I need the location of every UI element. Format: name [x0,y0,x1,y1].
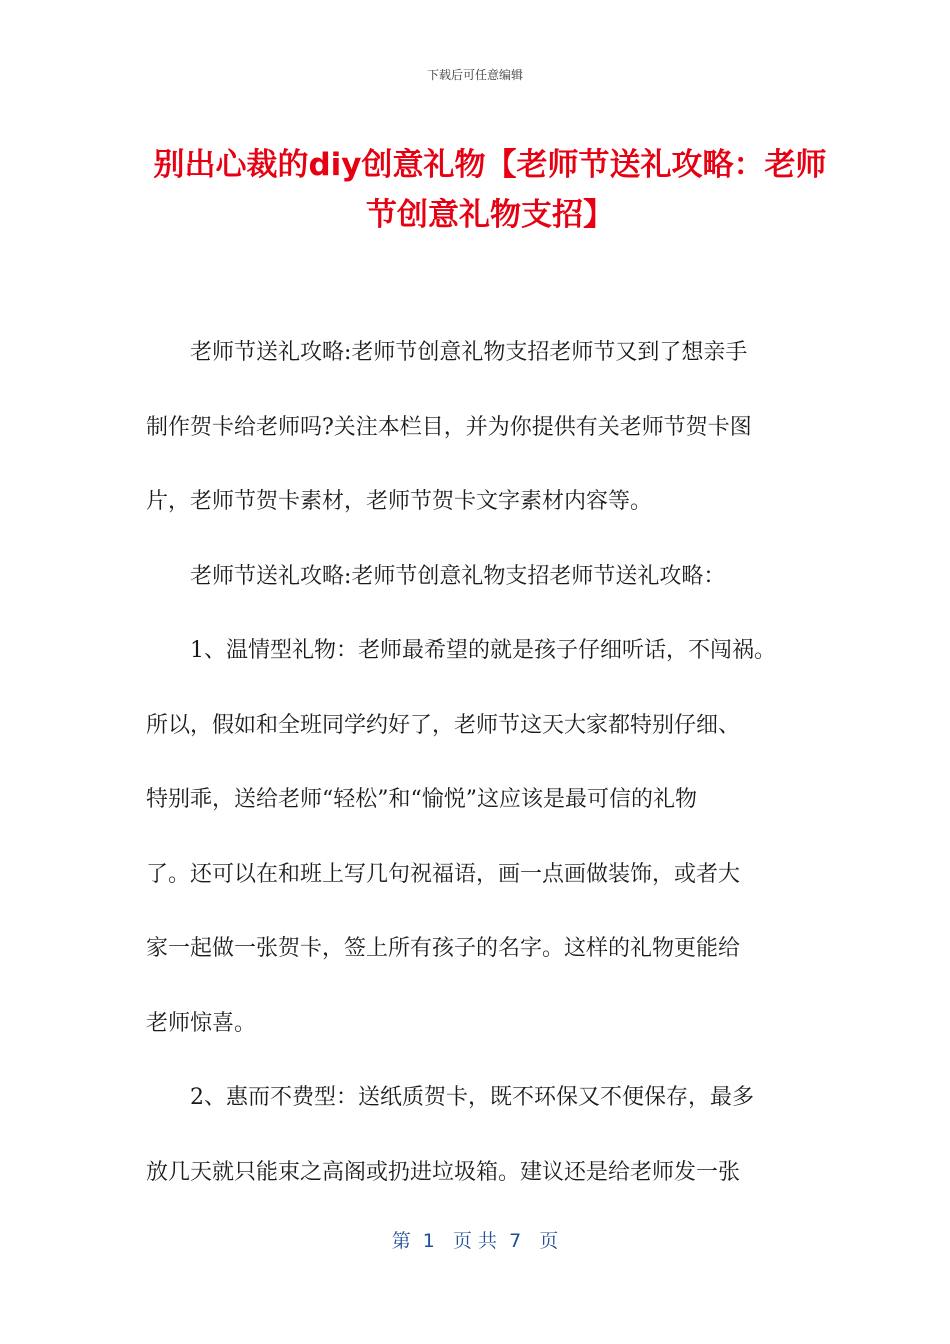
paragraph: 2、惠而不费型：送纸质贺卡，既不环保又不便保存，最多 放几天就只能束之高阁或扔进垃圾箱。建议还是给老师发一张 [146,1085,754,1185]
header-note: 下载后可任意编辑 [426,68,523,82]
paragraph: 老师节送礼攻略:老师节创意礼物支招老师节又到了想亲手 制作贺卡给老师吗?关注本栏目，并为你提供有关老师节贺卡图 片，老师节贺卡素材，老师节贺卡文字素材内容等。 [146,340,752,514]
document-title: 别出心裁的diy创意礼物【老师节送礼攻略：老师节创意礼物支招】 [153,147,827,233]
paragraph: 老师节送礼攻略:老师节创意礼物支招老师节送礼攻略： [190,563,726,589]
page-number-footer: 第 1 页 共 7 页 [391,1230,559,1252]
document-body [146,316,812,1210]
paragraph: 1、温情型礼物：老师最希望的就是孩子仔细听话，不闯祸。 所以，假如和全班同学约好了，老师节这天大家都特别仔细、 特别乖，送给老师“轻松”和“愉悦”这应该是最可信的礼物 了。还可以在和班上写几句祝福语，画一点画做装饰，或者大 家一起做一张贺卡，签上所有孩子的名字。这样的礼物更能给 老师惊喜。 [146,638,776,1036]
